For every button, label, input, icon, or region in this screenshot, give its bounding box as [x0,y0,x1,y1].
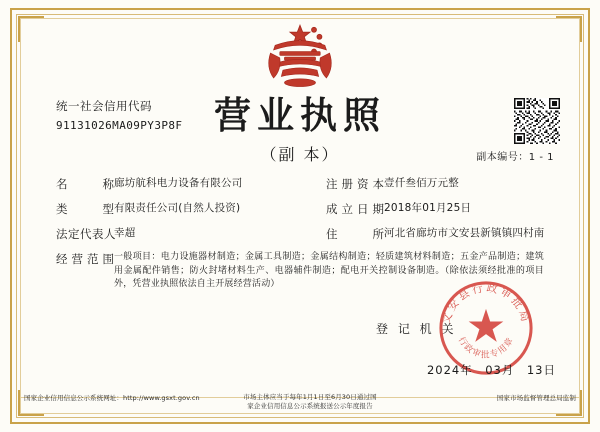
field-type-value: 有限责任公司(自然人投资) [114,202,241,214]
field-address-label: 住 所 [326,227,388,241]
field-row-name-capital [56,176,552,192]
field-scope-label: 经营范围 [56,252,118,266]
svg-text:文安县行政审批局: 文安县行政审批局 [439,281,533,326]
svg-text:行政审批专用章: 行政审批专用章 [455,335,517,361]
field-name-value: 廊坊航科电力设备有限公司 [114,177,243,189]
page-title: 营业执照 [214,93,386,137]
field-address-value: 河北省廊坊市文安县新镇镇四村南 [384,227,545,239]
field-scope-value: 一般项目：电力设施器材制造；金属工具制造；金属结构制造；轻质建筑材料制造；五金产品制造；建筑用金属配件销售；防火封堵材料生产、电器辅件制造；配电开关控制设备制造。（除依法须经批准的项目外，凭营业执照依法自主开展经营活动） [114,252,544,289]
footer-left [24,393,214,402]
issue-date: 2024年 03月 13日 [426,363,556,377]
field-legal-rep-value: 幸超 [114,227,136,239]
copy-number: 副本编号：1 - 1 [476,152,554,163]
credit-code-label: 统一社会信用代码 [56,99,152,113]
footer-notice-line1: 市场主体应当于每年1月1日至6月30日通过国 [243,392,377,401]
footer-notice-line2: 家企业信用信息公示系统报送公示年度报告 [247,402,373,411]
footer-left-label: 国家企业信用信息公示系统网址： [24,393,123,402]
corner-ornament-top-right [556,16,582,42]
footer [24,393,576,413]
credit-code-value: 91131026MA09PY3P8F [56,119,183,132]
field-address [326,226,552,242]
page-subtitle: （副 本） [260,144,340,164]
credit-code-block [56,98,226,132]
field-legal-rep [56,226,326,242]
footer-notice [220,393,400,413]
field-row-type-established [56,201,552,217]
field-established-value: 2018年01月25日 [384,202,472,214]
corner-ornament-top-left [18,16,44,42]
gsxt-url-link[interactable]: http://www.gsxt.gov.cn [123,393,200,402]
field-name [56,176,326,192]
national-emblem-icon [261,22,339,92]
footer-issuer: 国家市场监督管理总局监制 [496,393,576,402]
field-established [326,201,552,217]
field-row-legalrep-address [56,226,552,242]
field-type-label: 类 型 [56,202,118,216]
registrar-label: 登 记 机 关 [376,322,457,336]
field-legal-rep-label: 法定代表人 [56,227,116,241]
qr-code[interactable] [514,98,560,144]
field-type [56,201,326,217]
field-capital-value: 壹仟叁佰万元整 [384,177,459,189]
field-established-label: 成立日期 [326,202,388,216]
field-name-label: 名 称 [56,177,118,191]
field-capital [326,176,552,192]
field-capital-label: 注册资本 [326,177,388,191]
